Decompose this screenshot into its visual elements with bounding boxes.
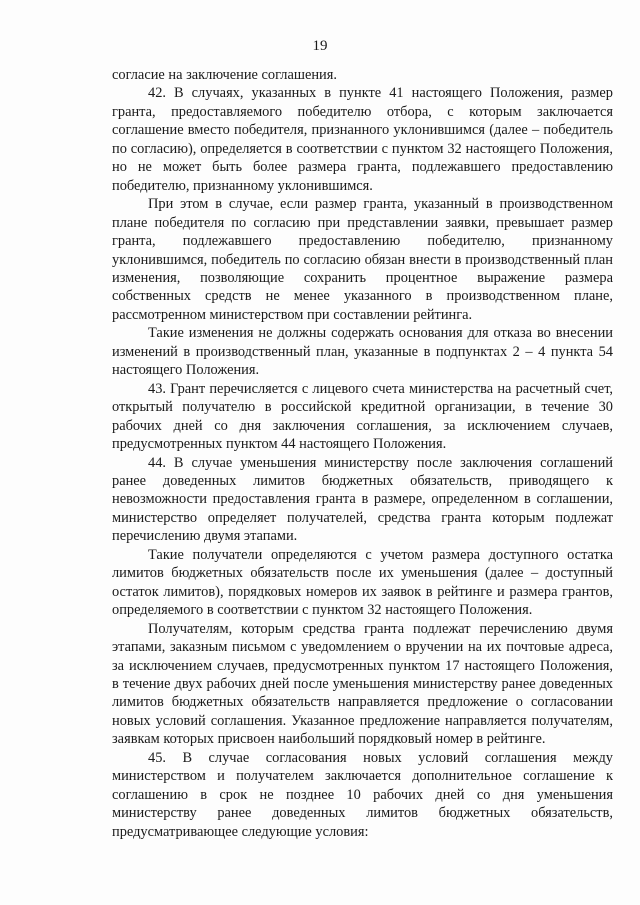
paragraph-production-plan: При этом в случае, если размер гранта, указанный в производственном плане победителя по согласию при представлении заявки, превышает размер гранта, подлежавшего предоставлению победителю, признанному уклонившимся, победитель по согласию обязан внести в производственный план изменения, позволяющие сохранить процентное выражение размера собственных средств не менее указанного в производственном плане, рассмотренном министерством при составлении рейтинга. [112,196,613,323]
paragraph-item-42: 42. В случаях, указанных в пункте 41 настоящего Положения, размер гранта, предоставляемого победителю отбора, с которым заключается соглашение вместо победителя, признанного уклонившимся (далее – победитель по согласию), определяется в соответствии с пунктом 32 настоящего Положения, но не может быть более размера гранта, подлежавшего предоставлению победителю, признанному уклонившимся. [112,85,613,194]
paragraph-item-43: 43. Грант перечисляется с лицевого счета министерства на расчетный счет, открытый получателю в российской кредитной организации, в течение 30 рабочих дней со дня заключения соглашения, за исключением случаев, предусмотренных пунктом 44 настоящего Положения. [112,380,613,453]
paragraph-recipients-determined: Такие получатели определяются с учетом размера доступного остатка лимитов бюджетных обязательств после их уменьшения (далее – доступный остаток лимитов), порядковых номеров их заявок в рейтинге и размера грантов, определяемого в соответствии с пунктом 32 настоящего Положения. [112,546,613,619]
page-number: 19 [312,38,328,54]
document-body [112,66,613,841]
paragraph-two-stages: Получателям, которым средства гранта подлежат перечислению двумя этапами, заказным письмом с уведомлением о вручении на их почтовые адреса, за исключением случаев, предусмотренных пунктом 17 настоящего Положения, в течение двух рабочих дней после уменьшения министерству ранее доведенных лимитов бюджетных обязательств направляется предложение о согласовании новых условий соглашения. Указанное предложение направляется получателям, заявкам которых присвоен наибольший порядковый номер в рейтинге. [112,620,613,748]
paragraph-continuation: согласие на заключение соглашения. [112,67,337,83]
paragraph-item-44: 44. В случае уменьшения министерству после заключения соглашений ранее доведенных лимитов бюджетных обязательств, приводящего к невозможности предоставления гранта в размере, определенном в соглашении, министерство определяет получателей, средства гранта которым подлежат перечислению двумя этапами. [112,454,613,545]
paragraph-changes: Такие изменения не должны содержать основания для отказа во внесении изменений в производственный план, указанные в подпунктах 2 – 4 пункта 54 настоящего Положения. [112,325,613,379]
paragraph-item-45: 45. В случае согласования новых условий соглашения между министерством и получателем заключается дополнительное соглашение к соглашению в срок не позднее 10 рабочих дней со дня уменьшения министерству ранее доведенных лимитов бюджетных обязательств, предусматривающее следующие условия: [112,749,613,840]
